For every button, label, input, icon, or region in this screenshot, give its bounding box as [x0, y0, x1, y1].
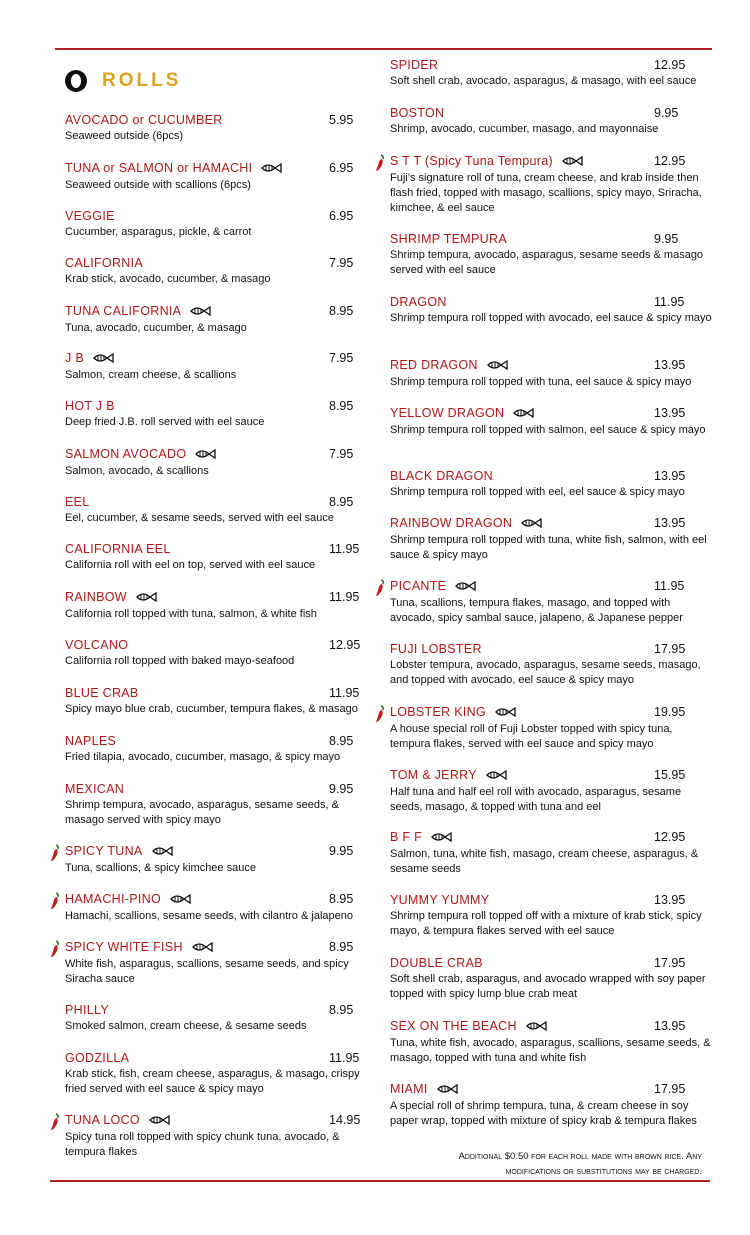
item-price: 12.95 [654, 830, 686, 844]
item-price: 12.95 [654, 154, 686, 168]
item-description: Shrimp tempura roll topped with salmon, eel sauce & spicy mayo [390, 423, 706, 436]
item-price: 12.95 [654, 58, 686, 72]
item-name: DRAGON [390, 295, 447, 309]
item-description: Seaweed outside with scallions (6pcs) [65, 178, 251, 191]
item-description: Seaweed outside (6pcs) [65, 130, 184, 142]
item-name: MEXICAN [65, 782, 125, 796]
raw-fish-icon [512, 407, 534, 421]
item-price: 8.95 [329, 734, 354, 748]
item-name-row [65, 542, 365, 556]
item-name-row [65, 1003, 365, 1017]
item-price: 11.95 [329, 542, 360, 556]
item-name: DOUBLE CRAB [390, 956, 483, 970]
item-price: 8.95 [329, 1003, 354, 1017]
item-name: YUMMY YUMMY [390, 893, 490, 907]
menu-item [65, 351, 365, 383]
menu-item [390, 58, 712, 89]
item-name: SPICY WHITE FISH [65, 940, 183, 954]
menu-item [390, 579, 712, 626]
item-name: J B [65, 351, 84, 365]
item-description: Tuna, scallions, & spicy kimchee sauce [65, 861, 256, 874]
item-name-row [65, 638, 365, 652]
raw-fish-icon [436, 1083, 458, 1097]
item-name-row [65, 940, 365, 955]
item-price: 13.95 [654, 358, 686, 372]
menu-item [390, 106, 712, 137]
item-name: HAMACHI-PINO [65, 892, 161, 906]
menu-item [390, 893, 712, 939]
item-price: 9.95 [654, 106, 679, 120]
item-price: 7.95 [329, 256, 354, 270]
item-price: 11.95 [329, 686, 360, 700]
item-price: 8.95 [329, 940, 354, 954]
raw-fish-icon [189, 305, 211, 319]
menu-item [390, 295, 712, 326]
item-name-row [65, 590, 365, 605]
item-price: 13.95 [654, 469, 686, 483]
item-name: PICANTE [390, 579, 447, 593]
item-price: 6.95 [329, 161, 354, 175]
item-price: 9.95 [329, 844, 354, 858]
item-name: S T T (Spicy Tuna Tempura) [390, 154, 553, 168]
item-price: 17.95 [654, 956, 686, 970]
item-name-row [65, 844, 365, 859]
menu-item [390, 768, 712, 815]
item-price: 11.95 [654, 295, 685, 309]
menu-item [65, 304, 365, 336]
chili-pepper-icon [50, 1113, 60, 1136]
menu-item [65, 844, 365, 876]
item-description: Shrimp tempura roll topped with tuna, eel sauce & spicy mayo [390, 375, 692, 388]
item-name: SPIDER [390, 58, 439, 72]
item-name: FUJI LOBSTER [390, 642, 482, 656]
item-name: TOM & JERRY [390, 768, 477, 782]
menu-item [65, 209, 365, 240]
item-price: 8.95 [329, 892, 354, 906]
item-name: HOT J B [65, 399, 115, 413]
item-name-row [65, 495, 365, 509]
menu-item [65, 638, 365, 669]
raw-fish-icon [485, 769, 507, 783]
menu-item [390, 358, 712, 390]
item-name: RAINBOW DRAGON [390, 516, 513, 530]
menu-item [390, 705, 712, 752]
item-description: Fuji’s signature roll of tuna, cream cheese, and krab inside then flash fried, topped with masago, scallions, spicy mayo, Sriracha, kimchee, & eel sauce [390, 171, 702, 214]
menu-item [390, 830, 712, 877]
raw-fish-icon [191, 941, 213, 955]
item-name: B F F [390, 830, 423, 844]
item-name: TUNA LOCO [65, 1113, 140, 1127]
item-description: Krab stick, avocado, cucumber, & masago [65, 273, 271, 285]
item-name-row [65, 256, 365, 270]
menu-item [65, 734, 365, 765]
chili-pepper-icon [375, 579, 385, 602]
item-description: Eel, cucumber, & sesame seeds, served with eel sauce [65, 512, 335, 524]
item-name: SPICY TUNA [65, 844, 143, 858]
item-description: Deep fried J.B. roll served with eel sauce [65, 416, 265, 428]
menu-item [390, 406, 712, 438]
item-description: Smoked salmon, cream cheese, & sesame seeds [65, 1020, 307, 1032]
item-price: 17.95 [654, 642, 686, 656]
item-description: Soft shell crab, avocado, asparagus, & masago, with eel sauce [390, 75, 697, 87]
item-description: Shrimp tempura, avocado, asparagus, sesame seeds, & masago served with spicy mayo [65, 799, 339, 826]
logo-icon [65, 70, 87, 92]
item-price: 5.95 [329, 113, 354, 127]
menu-item [65, 940, 365, 987]
bottom-divider [50, 1180, 710, 1182]
item-name: CALIFORNIA EEL [65, 542, 171, 556]
item-description: Shrimp tempura roll topped with eel, eel sauce & spicy mayo [390, 486, 685, 498]
item-description: Tuna, scallions, tempura flakes, masago, and topped with avocado, spicy sambal sauce, jalapeno, & Japanese pepper [390, 596, 683, 624]
menu-item [65, 447, 365, 479]
item-price: 8.95 [329, 495, 354, 509]
menu-item [390, 516, 712, 563]
menu-item [65, 113, 365, 144]
item-price: 15.95 [654, 768, 686, 782]
menu-item [390, 642, 712, 688]
item-price: 9.95 [329, 782, 354, 796]
item-description: Hamachi, scallions, sesame seeds, with cilantro & jalapeno [65, 909, 353, 922]
raw-fish-icon [135, 591, 157, 605]
item-description: A special roll of shrimp tempura, tuna, & cream cheese in soy paper wrap, topped with mixture of spicy krab & tempura flakes [390, 1099, 697, 1127]
item-description: A house special roll of Fuji Lobster topped with spicy tuna, tempura flakes, served with eel sauce and spicy mayo [390, 722, 673, 750]
item-price: 11.95 [329, 590, 360, 604]
item-name: GODZILLA [65, 1051, 130, 1065]
item-description: Cucumber, asparagus, pickle, & carrot [65, 226, 252, 238]
item-name: CALIFORNIA [65, 256, 144, 270]
item-name: VEGGIE [65, 209, 115, 223]
item-description: Shrimp tempura roll topped off with a mixture of krab stick, spicy mayo, & tempura flakes served with eel sauce [390, 910, 702, 937]
item-name-row [65, 351, 365, 366]
item-price: 7.95 [329, 351, 354, 365]
menu-item [390, 154, 712, 216]
item-name-row [65, 209, 365, 223]
raw-fish-icon [520, 517, 542, 531]
item-price: 11.95 [654, 579, 685, 593]
footnote [410, 1149, 702, 1179]
item-name: LOBSTER KING [390, 705, 486, 719]
item-name: BOSTON [390, 106, 445, 120]
item-price: 9.95 [654, 232, 679, 246]
item-name: EEL [65, 495, 90, 509]
raw-fish-icon [92, 352, 114, 366]
item-price: 13.95 [654, 406, 686, 420]
raw-fish-icon [486, 359, 508, 373]
item-price: 11.95 [329, 1051, 360, 1065]
chili-pepper-icon [50, 844, 60, 867]
item-description: California roll topped with tuna, salmon, & white fish [65, 607, 317, 620]
raw-fish-icon [454, 580, 476, 594]
item-name: RED DRAGON [390, 358, 478, 372]
menu-item [390, 956, 712, 1002]
item-description: Salmon, avocado, & scallions [65, 464, 209, 477]
item-price: 14.95 [329, 1113, 361, 1127]
item-name: PHILLY [65, 1003, 109, 1017]
raw-fish-icon [260, 162, 282, 176]
menu-item [65, 590, 365, 622]
menu-item [65, 256, 365, 287]
item-description: White fish, asparagus, scallions, sesame seeds, and spicy Siracha sauce [65, 957, 349, 985]
raw-fish-icon [561, 155, 583, 169]
item-price: 19.95 [654, 705, 686, 719]
item-name-row [65, 447, 365, 462]
item-name: VOLCANO [65, 638, 129, 652]
item-name: AVOCADO or CUCUMBER [65, 113, 223, 127]
chili-pepper-icon [375, 705, 385, 728]
item-name-row [65, 113, 365, 127]
item-description: Soft shell crab, asparagus, and avocado wrapped with soy paper topped with spicy lump blue crab meat [390, 973, 706, 1000]
item-price: 7.95 [329, 447, 354, 461]
item-name: RAINBOW [65, 590, 127, 604]
raw-fish-icon [494, 706, 516, 720]
item-name-row [65, 1113, 365, 1128]
item-name: YELLOW DRAGON [390, 406, 505, 420]
menu-item [65, 1113, 365, 1160]
item-name: SEX ON THE BEACH [390, 1019, 517, 1033]
item-description: Tuna, white fish, avocado, asparagus, scallions, sesame seeds, & masago, topped with tuna and white fish [390, 1036, 711, 1064]
item-name-row [65, 734, 365, 748]
item-name: MIAMI [390, 1082, 428, 1096]
item-price: 17.95 [654, 1082, 686, 1096]
item-name-row [65, 892, 365, 907]
item-price: 13.95 [654, 1019, 686, 1033]
footnote-line: Additional $0.50 for each roll made with brown rice. Any [458, 1151, 702, 1162]
raw-fish-icon [194, 448, 216, 462]
menu-item [65, 399, 365, 430]
item-description: Shrimp tempura roll topped with avocado, eel sauce & spicy mayo [390, 312, 712, 324]
menu-item [390, 1019, 712, 1066]
item-price: 13.95 [654, 893, 686, 907]
menu-item [390, 232, 712, 278]
item-description: Salmon, tuna, white fish, masago, cream cheese, asparagus, & sesame seeds [390, 847, 699, 875]
item-name-row [65, 782, 365, 796]
raw-fish-icon [148, 1114, 170, 1128]
raw-fish-icon [525, 1020, 547, 1034]
item-name-row [65, 399, 365, 413]
item-name: TUNA or SALMON or HAMACHI [65, 161, 253, 175]
item-description: Half tuna and half eel roll with avocado, asparagus, sesame seeds, masago, & topped with tuna and eel [390, 785, 682, 813]
item-name-row [65, 1051, 365, 1065]
item-description: Krab stick, fish, cream cheese, asparagus, & masago, crispy fried served with eel sauce & spicy mayo [65, 1068, 360, 1095]
item-price: 6.95 [329, 209, 354, 223]
item-description: Shrimp, avocado, cucumber, masago, and mayonnaise [390, 123, 659, 135]
chili-pepper-icon [375, 154, 385, 177]
item-description: Tuna, avocado, cucumber, & masago [65, 321, 247, 334]
item-name: TUNA CALIFORNIA [65, 304, 182, 318]
item-description: Spicy tuna roll topped with spicy chunk tuna, avocado, & tempura flakes [65, 1130, 340, 1158]
item-name: SHRIMP TEMPURA [390, 232, 507, 246]
item-name: SALMON AVOCADO [65, 447, 187, 461]
menu-item [65, 1051, 365, 1097]
chili-pepper-icon [50, 940, 60, 963]
item-name-row [65, 304, 365, 319]
menu-item [390, 469, 712, 500]
item-description: Shrimp tempura roll topped with tuna, white fish, salmon, with eel sauce & spicy mayo [390, 533, 707, 561]
menu-item [65, 542, 365, 573]
section-title: ROLLS [102, 70, 182, 91]
item-price: 13.95 [654, 516, 686, 530]
menu-item [65, 686, 365, 717]
item-description: Shrimp tempura, avocado, asparagus, sesame seeds & masago served with eel sauce [390, 249, 704, 276]
menu-item [65, 1003, 365, 1034]
menu-item [65, 782, 365, 828]
item-name: NAPLES [65, 734, 117, 748]
item-price: 12.95 [329, 638, 361, 652]
menu-item [65, 161, 365, 193]
item-name: BLUE CRAB [65, 686, 139, 700]
item-description: Fried tilapia, avocado, cucumber, masago, & spicy mayo [65, 751, 341, 763]
raw-fish-icon [151, 845, 173, 859]
menu-item [65, 495, 365, 526]
menu-item [390, 1082, 712, 1129]
item-description: Spicy mayo blue crab, cucumber, tempura flakes, & masago [65, 703, 358, 715]
top-divider [55, 48, 712, 50]
item-description: Lobster tempura, avocado, asparagus, sesame seeds, masago, and topped with avocado, eel sauce & spicy mayo [390, 659, 701, 686]
item-name-row [65, 686, 365, 700]
item-name-row [65, 161, 365, 176]
menu-item [65, 892, 365, 924]
item-price: 8.95 [329, 399, 354, 413]
raw-fish-icon [430, 831, 452, 845]
item-name: BLACK DRAGON [390, 469, 493, 483]
item-description: California roll topped with baked mayo-seafood [65, 655, 295, 667]
raw-fish-icon [169, 893, 191, 907]
item-description: Salmon, cream cheese, & scallions [65, 368, 237, 381]
item-price: 8.95 [329, 304, 354, 318]
chili-pepper-icon [50, 892, 60, 915]
footnote-line: modifications or substitutions may be charged. [505, 1166, 702, 1177]
item-description: California roll with eel on top, served with eel sauce [65, 559, 316, 571]
section-header [65, 70, 181, 92]
